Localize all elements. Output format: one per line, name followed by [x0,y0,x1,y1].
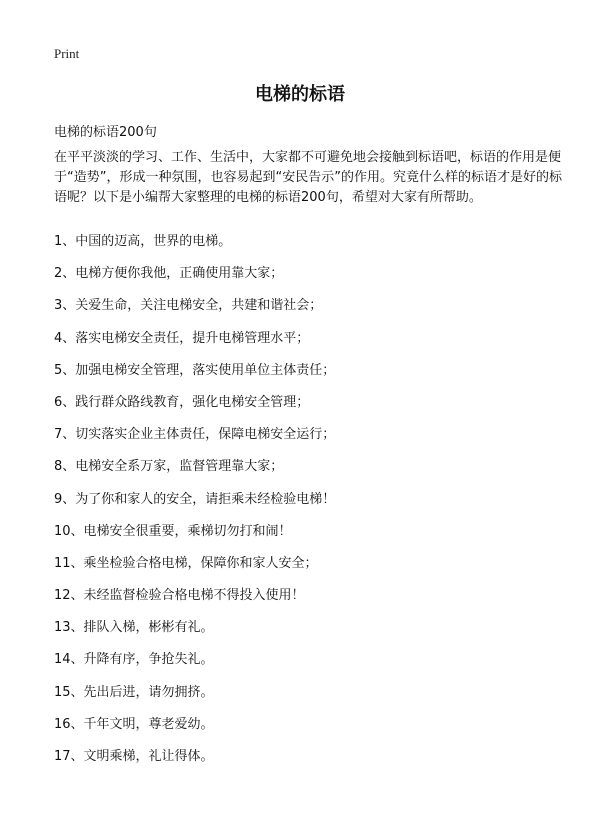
list-item: 8、电梯安全系万家，监督管理靠大家； [54,459,284,475]
page-title: 电梯的标语 [255,84,345,105]
list-item: 14、升降有序，争抢失礼。 [54,652,214,668]
list-item: 7、切实落实企业主体责任，保障电梯安全运行； [54,427,336,443]
list-item: 6、践行群众路线教育，强化电梯安全管理； [54,394,310,410]
list-item: 9、为了你和家人的安全，请拒乘未经检验电梯！ [54,491,336,507]
list-item: 16、千年文明，尊老爱幼。 [54,716,214,732]
list-item: 2、电梯方便你我他，正确使用靠大家； [54,266,284,282]
list-item: 3、关爱生命，关注电梯安全，共建和谐社会； [54,298,323,314]
list-item: 10、电梯安全很重要，乘梯切勿打和闹！ [54,523,292,539]
list-item: 5、加强电梯安全管理，落实使用单位主体责任； [54,362,336,378]
list-item: 12、未经监督检验合格电梯不得投入使用！ [54,588,305,604]
list-item: 13、排队入梯，彬彬有礼。 [54,620,214,636]
subtitle: 电梯的标语200句 [54,125,157,140]
slogan-list [54,232,335,779]
intro-paragraph: 在平平淡淡的学习、工作、生活中，大家都不可避免地会接触到标语吧，标语的作用是便于“造势”，形成一种氛围，也容易起到“安民告示”的作用。究竟什么样的标语才是好的标语呢？以下是小编帮大家整理的电梯的标语200句，希望对大家有所帮助。 [54,150,562,205]
list-item: 4、落实电梯安全责任，提升电梯管理水平； [54,330,310,346]
list-item: 17、文明乘梯，礼让得体。 [54,749,214,764]
list-item: 15、先出后进，请勿拥挤。 [54,684,214,700]
print-link[interactable]: Print [54,46,80,61]
list-item: 11、乘坐检验合格电梯，保障你和家人安全； [54,555,318,571]
list-item: 1、中国的迈高，世界的电梯。 [54,234,232,249]
